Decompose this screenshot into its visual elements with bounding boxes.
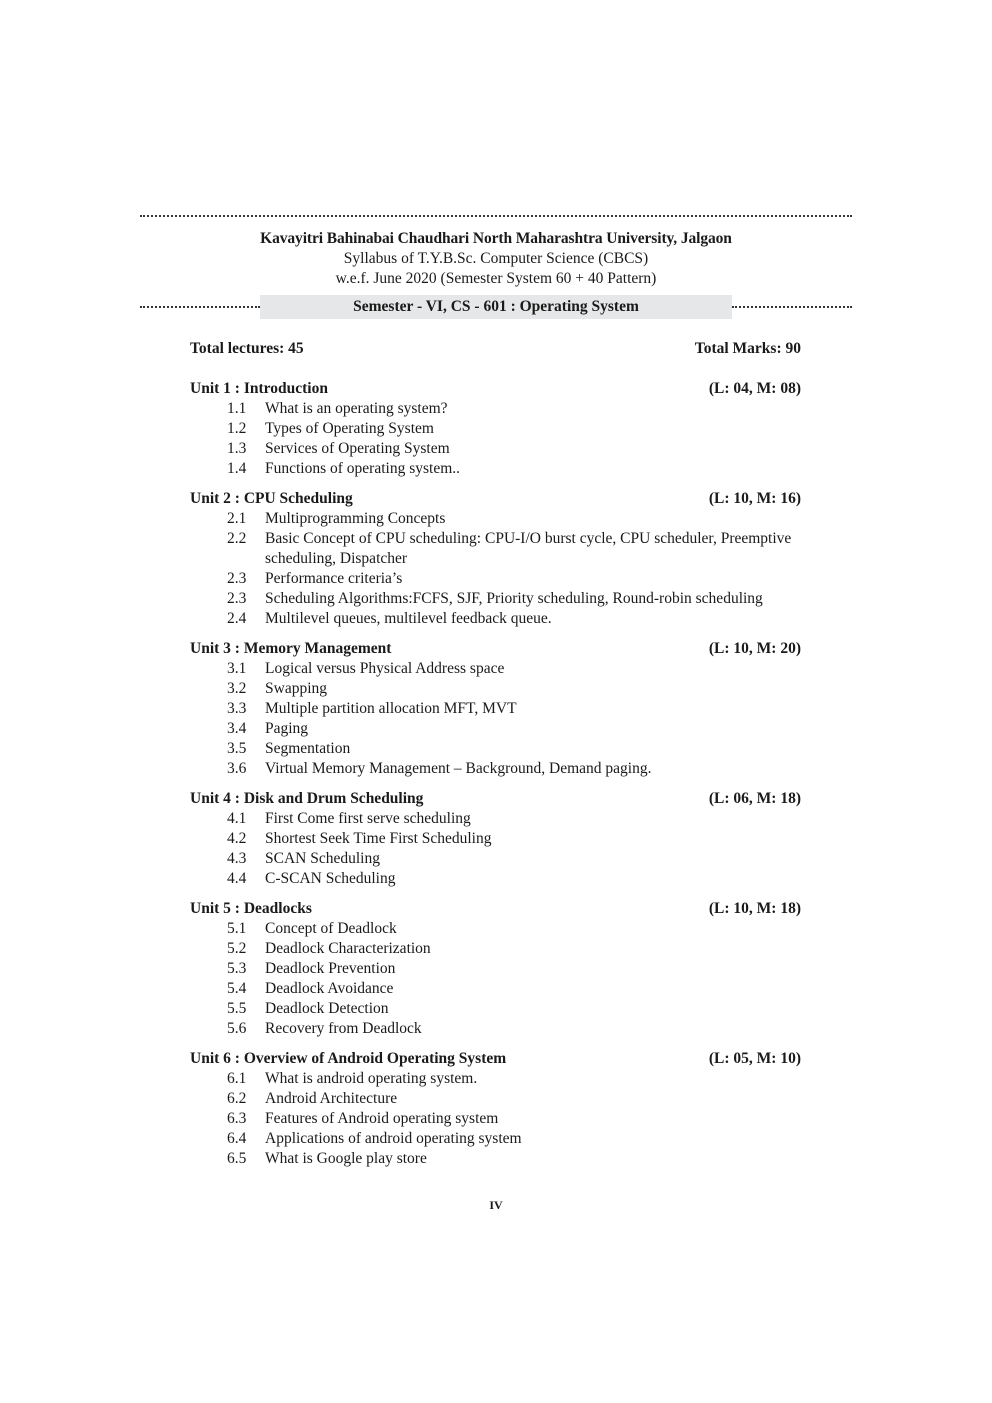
topic-item xyxy=(190,739,801,759)
unit-heading xyxy=(190,899,801,919)
topic-item xyxy=(190,699,801,719)
topic-number: 6.3 xyxy=(227,1110,247,1127)
topic-text: Recovery from Deadlock xyxy=(265,1020,422,1037)
topic-text: Segmentation xyxy=(265,740,351,757)
topic-number: 6.4 xyxy=(227,1130,247,1147)
topic-number: 2.1 xyxy=(227,510,247,527)
totals-row xyxy=(190,339,801,359)
topic-text: What is Google play store xyxy=(265,1150,427,1167)
topic-number: 2.3 xyxy=(227,570,247,587)
unit-title: Unit 5 : Deadlocks xyxy=(190,900,312,917)
topic-number: 2.4 xyxy=(227,610,247,627)
topic-number: 1.1 xyxy=(227,400,247,417)
topic-item xyxy=(190,759,801,779)
topic-item xyxy=(190,419,801,439)
page-number: IV xyxy=(489,1198,503,1212)
top-dotted-rule xyxy=(140,215,852,217)
topic-number: 1.2 xyxy=(227,420,247,437)
unit-title: Unit 1 : Introduction xyxy=(190,380,328,397)
topic-item xyxy=(190,939,801,959)
topic-number: 4.4 xyxy=(227,870,247,887)
topic-text: C-SCAN Scheduling xyxy=(265,870,396,887)
topic-text: Scheduling Algorithms:FCFS, SJF, Priority scheduling, Round-robin scheduling xyxy=(265,590,763,607)
topic-text: Concept of Deadlock xyxy=(265,920,397,937)
unit-title: Unit 4 : Disk and Drum Scheduling xyxy=(190,790,424,807)
unit-heading xyxy=(190,639,801,659)
topic-text: First Come first serve scheduling xyxy=(265,810,471,827)
topic-text: Deadlock Avoidance xyxy=(265,980,394,997)
topic-item xyxy=(190,589,801,609)
unit-allocation: (L: 10, M: 20) xyxy=(708,640,801,657)
topic-item xyxy=(190,1069,801,1089)
topic-number: 6.5 xyxy=(227,1150,247,1167)
topic-number: 5.2 xyxy=(227,940,247,957)
topic-item xyxy=(190,1149,801,1169)
topic-number: 6.2 xyxy=(227,1090,247,1107)
topic-text: Features of Android operating system xyxy=(265,1110,499,1127)
unit-heading xyxy=(190,1049,801,1069)
topic-number: 5.3 xyxy=(227,960,247,977)
topic-item xyxy=(190,659,801,679)
topic-text: Functions of operating system.. xyxy=(265,460,461,477)
topic-item xyxy=(190,569,801,589)
topic-text: Types of Operating System xyxy=(265,420,434,437)
topic-number: 5.1 xyxy=(227,920,247,937)
topic-number: 4.3 xyxy=(227,850,247,867)
topic-item xyxy=(190,869,801,889)
topic-text: Basic Concept of CPU scheduling: CPU-I/O burst cycle, CPU scheduler, Preemptive scheduling, Dispatcher xyxy=(265,530,792,567)
banner-right-dotted-rule xyxy=(732,306,852,308)
topic-item xyxy=(190,439,801,459)
topic-item xyxy=(190,609,801,629)
unit-section xyxy=(190,379,801,479)
topic-item xyxy=(190,1129,801,1149)
unit-title: Unit 2 : CPU Scheduling xyxy=(190,490,353,507)
topic-item xyxy=(190,529,801,569)
topic-text: Shortest Seek Time First Scheduling xyxy=(265,830,492,847)
topic-text: Virtual Memory Management – Background, Demand paging. xyxy=(265,760,652,777)
topic-number: 3.2 xyxy=(227,680,247,697)
topic-text: Performance criteria’s xyxy=(265,570,403,587)
topic-text: What is an operating system? xyxy=(265,400,448,417)
topic-item xyxy=(190,399,801,419)
topic-text: Android Architecture xyxy=(265,1090,398,1107)
unit-heading xyxy=(190,489,801,509)
unit-title: Unit 3 : Memory Management xyxy=(190,640,392,657)
topic-number: 3.4 xyxy=(227,720,247,737)
unit-allocation: (L: 10, M: 18) xyxy=(708,900,801,917)
topic-number: 2.3 xyxy=(227,590,247,607)
topic-number: 1.4 xyxy=(227,460,247,477)
topic-text: Deadlock Prevention xyxy=(265,960,396,977)
topic-text: SCAN Scheduling xyxy=(265,850,380,867)
topic-item xyxy=(190,1089,801,1109)
topic-number: 3.1 xyxy=(227,660,247,677)
topic-item xyxy=(190,829,801,849)
unit-title: Unit 6 : Overview of Android Operating System xyxy=(190,1050,507,1067)
unit-heading xyxy=(190,789,801,809)
university-name: Kavayitri Bahinabai Chaudhari North Maharashtra University, Jalgaon xyxy=(260,230,732,247)
document-header xyxy=(140,229,852,289)
topic-number: 4.1 xyxy=(227,810,247,827)
banner-left-dotted-rule xyxy=(140,306,260,308)
topic-number: 2.2 xyxy=(227,530,247,547)
topic-item xyxy=(190,809,801,829)
topic-number: 5.5 xyxy=(227,1000,247,1017)
unit-section xyxy=(190,639,801,779)
topic-text: Multiprogramming Concepts xyxy=(265,510,446,527)
syllabus-title: Syllabus of T.Y.B.Sc. Computer Science (CBCS) xyxy=(343,250,649,267)
topic-item xyxy=(190,719,801,739)
topic-item xyxy=(190,849,801,869)
unit-allocation: (L: 05, M: 10) xyxy=(708,1050,801,1067)
unit-section xyxy=(190,1049,801,1169)
topic-number: 1.3 xyxy=(227,440,247,457)
topic-text: Logical versus Physical Address space xyxy=(265,660,505,677)
topic-item xyxy=(190,1109,801,1129)
topic-number: 3.6 xyxy=(227,760,247,777)
topic-number: 4.2 xyxy=(227,830,247,847)
topic-text: Deadlock Detection xyxy=(265,1000,389,1017)
topic-item xyxy=(190,959,801,979)
total-marks: Total Marks: 90 xyxy=(694,340,801,357)
effective-date: w.e.f. June 2020 (Semester System 60 + 40 Pattern) xyxy=(335,270,657,287)
topic-item xyxy=(190,679,801,699)
unit-section xyxy=(190,489,801,629)
topic-item xyxy=(190,459,801,479)
topic-item xyxy=(190,919,801,939)
topic-number: 3.5 xyxy=(227,740,247,757)
topic-number: 6.1 xyxy=(227,1070,247,1087)
topic-number: 3.3 xyxy=(227,700,247,717)
units-list xyxy=(190,379,801,1169)
topic-text: Applications of android operating system xyxy=(265,1130,522,1147)
topic-text: Paging xyxy=(265,720,309,737)
unit-allocation: (L: 04, M: 08) xyxy=(708,380,801,397)
unit-section xyxy=(190,789,801,889)
topic-item xyxy=(190,509,801,529)
topic-number: 5.4 xyxy=(227,980,247,997)
topic-text: Multilevel queues, multilevel feedback queue. xyxy=(265,610,552,627)
topic-item xyxy=(190,1019,801,1039)
topic-text: What is android operating system. xyxy=(265,1070,478,1087)
topic-item xyxy=(190,979,801,999)
topic-number: 5.6 xyxy=(227,1020,247,1037)
unit-allocation: (L: 10, M: 16) xyxy=(708,490,801,507)
topic-text: Deadlock Characterization xyxy=(265,940,431,957)
syllabus-content xyxy=(190,339,801,1179)
unit-allocation: (L: 06, M: 18) xyxy=(708,790,801,807)
unit-heading xyxy=(190,379,801,399)
total-lectures: Total lectures: 45 xyxy=(190,340,304,357)
topic-text: Multiple partition allocation MFT, MVT xyxy=(265,700,517,717)
unit-section xyxy=(190,899,801,1039)
topic-text: Services of Operating System xyxy=(265,440,450,457)
topic-item xyxy=(190,999,801,1019)
course-banner: Semester - VI, CS - 601 : Operating System xyxy=(260,295,732,319)
topic-text: Swapping xyxy=(265,680,327,697)
